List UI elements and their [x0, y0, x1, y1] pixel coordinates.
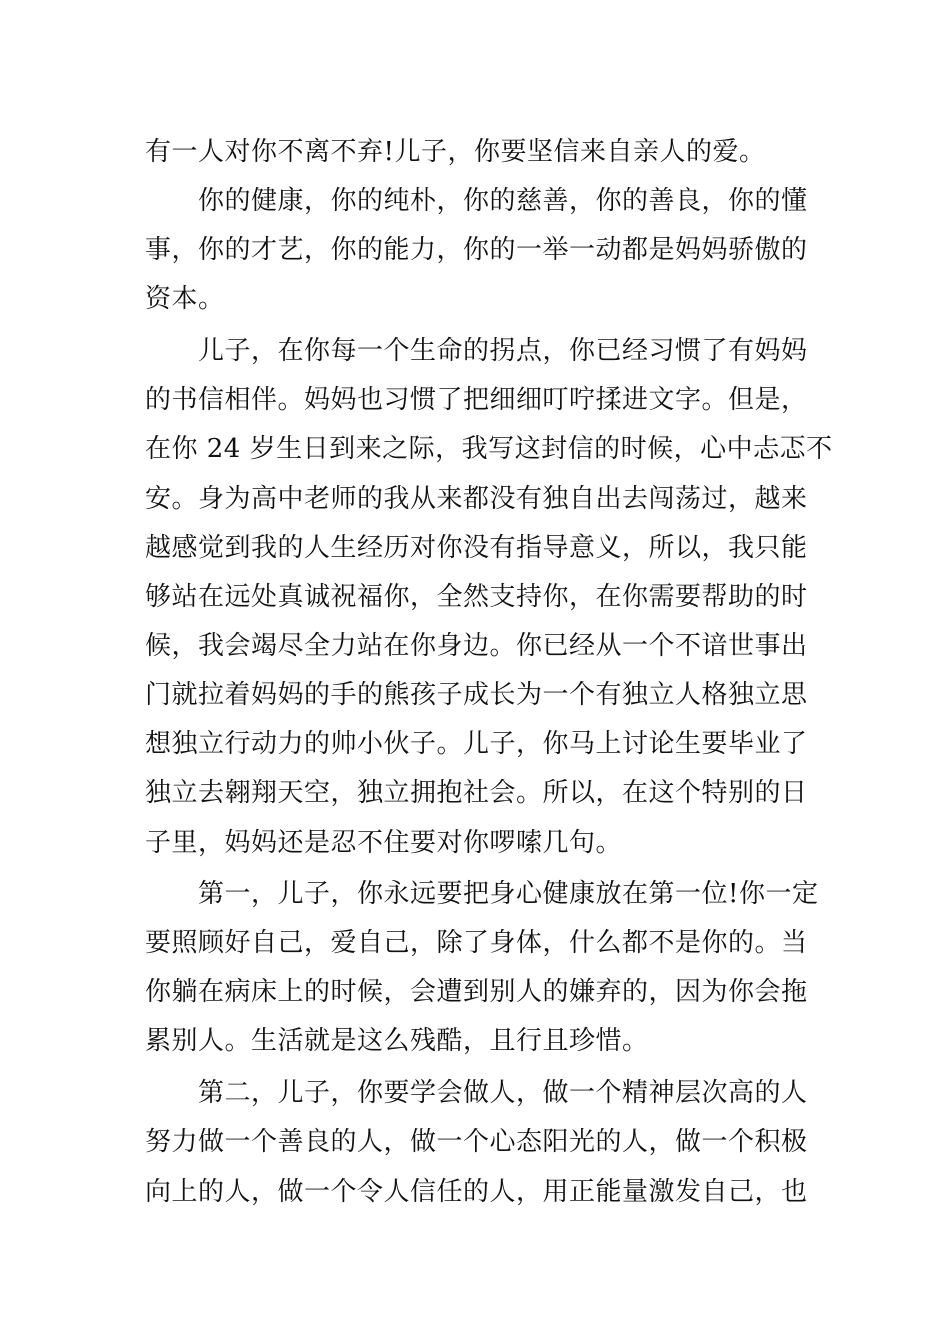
text-line: 资本。 [145, 284, 225, 314]
text-line: 门就拉着妈妈的手的熊孩子成长为一个有独立人格独立思 [145, 680, 808, 710]
text-line: 安。身为高中老师的我从来都没有独自出去闯荡过，越来 [145, 484, 808, 514]
text-line: 儿子，在你每一个生命的拐点，你已经习惯了有妈妈 [198, 336, 808, 366]
text-line: 子里，妈妈还是忍不住要对你啰嗦几句。 [145, 828, 623, 858]
text-line: 在你 24 岁生日到来之际，我写这封信的时候，心中忐忑不 [145, 434, 833, 464]
text-line: 努力做一个善良的人，做一个心态阳光的人，做一个积极 [145, 1127, 808, 1157]
text-line: 候，我会竭尽全力站在你身边。你已经从一个不谙世事出 [145, 631, 808, 661]
text-line: 独立去翱翔天空，独立拥抱社会。所以，在这个特别的日 [145, 778, 808, 808]
text-line: 向上的人，做一个令人信任的人，用正能量激发自己，也 [145, 1177, 808, 1207]
text-line: 你的健康，你的纯朴，你的慈善，你的善良，你的懂 [198, 186, 808, 216]
text-line: 要照顾好自己，爱自己，除了身体，什么都不是你的。当 [145, 928, 808, 958]
text-line: 有一人对你不离不弃!儿子，你要坚信来自亲人的爱。 [145, 137, 766, 167]
text-line: 事，你的才艺，你的能力，你的一举一动都是妈妈骄傲的 [145, 235, 808, 265]
text-line: 第二，儿子，你要学会做人，做一个精神层次高的人 [198, 1078, 808, 1108]
text-line: 的书信相伴。妈妈也习惯了把细细叮咛揉进文字。但是， [145, 385, 808, 415]
text-line: 越感觉到我的人生经历对你没有指导意义，所以，我只能 [145, 533, 808, 563]
text-line: 累别人。生活就是这么残酷，且行且珍惜。 [145, 1026, 649, 1056]
text-line: 够站在远处真诚祝福你，全然支持你，在你需要帮助的时 [145, 582, 808, 612]
text-line: 想独立行动力的帅小伙子。儿子，你马上讨论生要毕业了 [145, 729, 808, 759]
text-line: 第一，儿子，你永远要把身心健康放在第一位!你一定 [198, 879, 819, 909]
text-line: 你躺在病床上的时候，会遭到别人的嫌弃的，因为你会拖 [145, 977, 808, 1007]
